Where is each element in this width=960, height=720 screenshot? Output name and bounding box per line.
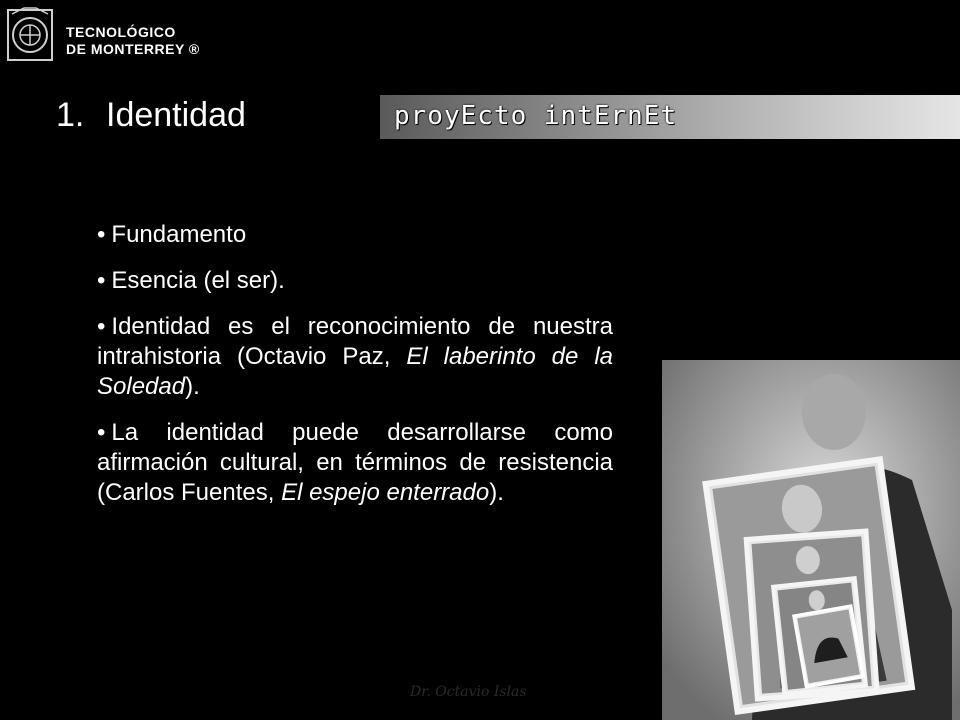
logo-line-1: TECNOLÓGICO	[66, 24, 176, 40]
slide-title	[56, 96, 246, 135]
bullet-item	[97, 312, 613, 402]
bullet-list	[97, 220, 613, 524]
book-title: El laberinto de la Soledad	[97, 343, 613, 400]
proyecto-internet-banner	[380, 95, 960, 139]
bullet-item	[97, 266, 613, 296]
bullet-text-end: ).	[489, 479, 504, 506]
bullet-text: La identidad puede desarrollarse como afirmación cultural, en términos de resistencia (Carlos Fuentes,	[97, 419, 613, 506]
bullet-dot: •	[97, 221, 106, 248]
recursive-frames-photo	[662, 360, 960, 720]
bullet-text-end: ).	[185, 373, 200, 400]
bullet-dot: •	[97, 419, 106, 446]
institution-logo	[4, 4, 204, 70]
bullet-dot: •	[97, 267, 106, 294]
bullet-text: Identidad es el reconocimiento de nuestra intrahistoria (Octavio Paz,	[97, 313, 613, 370]
bullet-item	[97, 220, 613, 250]
bullet-text: Esencia (el ser).	[111, 267, 285, 294]
logo-text	[66, 24, 200, 58]
bullet-text: Fundamento	[111, 221, 247, 248]
banner-text: proyEcto intErnEt	[394, 101, 678, 131]
bullet-item	[97, 418, 613, 508]
author-signature: Dr. Octavio Islas	[410, 684, 527, 700]
book-title: El espejo enterrado	[281, 479, 490, 506]
bullet-dot: •	[97, 313, 106, 340]
seal-icon	[4, 4, 56, 68]
slide-number: 1.	[56, 96, 85, 134]
logo-line-2: DE MONTERREY ®	[66, 41, 200, 57]
slide-title-text: Identidad	[106, 96, 246, 134]
